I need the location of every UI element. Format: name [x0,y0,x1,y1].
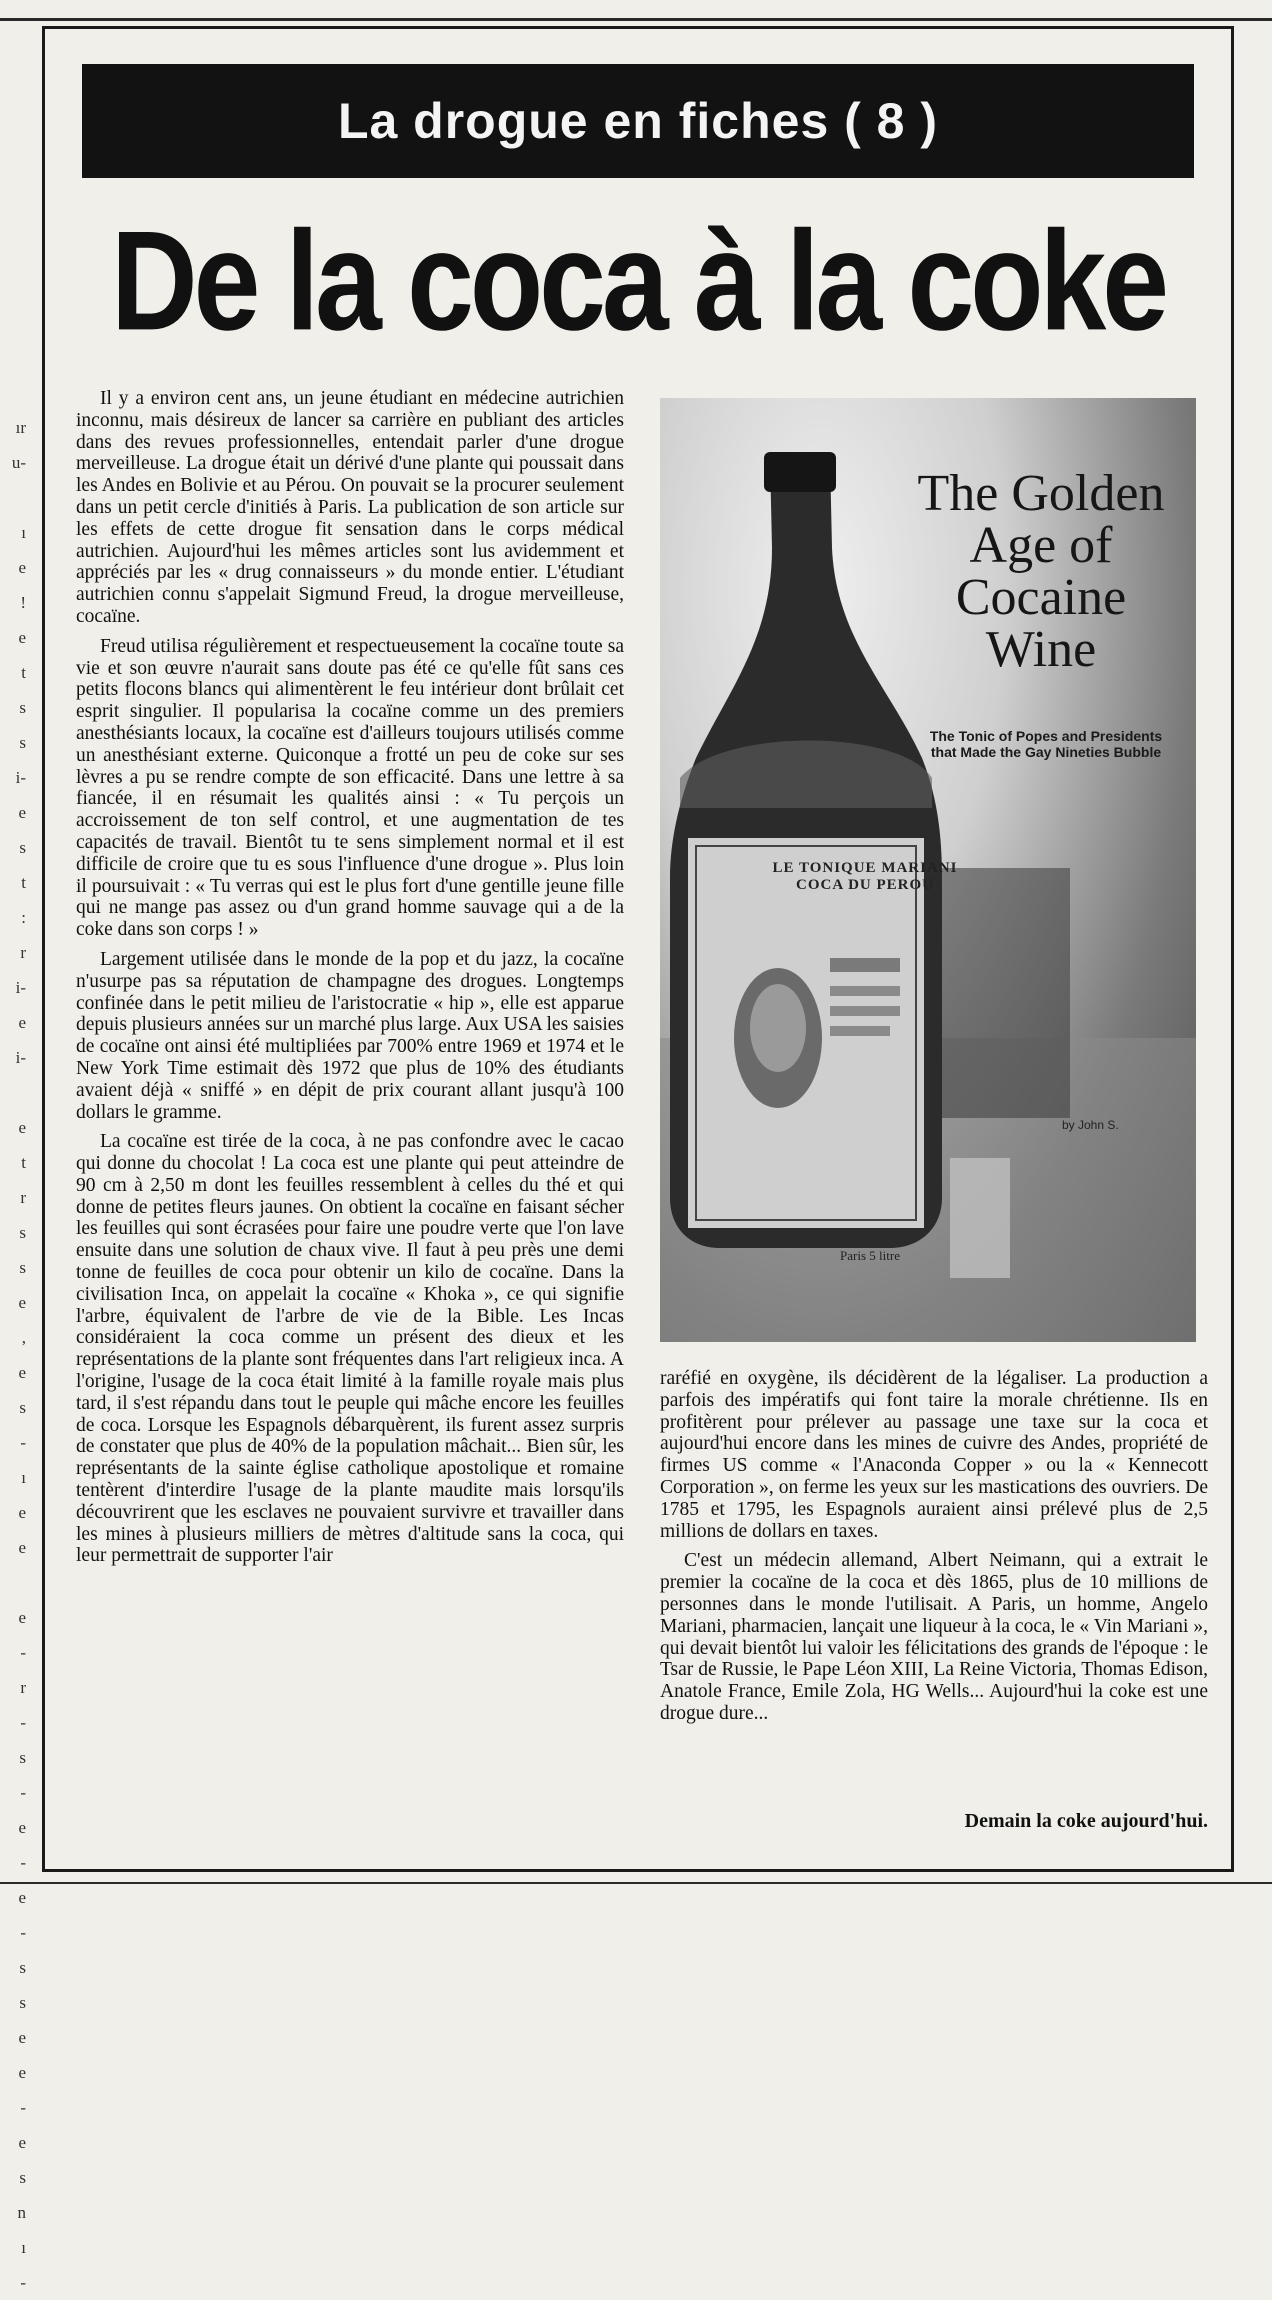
bottom-rule [0,1882,1272,1884]
article-body-right-column [660,1368,1208,1828]
margin-fragment: s [19,733,26,752]
book-cover-subtitle: The Tonic of Popes and Presidents that Made the Gay Nineties Bubble [929,728,1163,760]
margin-fragment: s [19,1748,26,1767]
margin-fragment: t [21,663,26,682]
body-paragraph: Largement utilisée dans le monde de la pop et du jazz, la cocaïne n'usurpe pas sa réputation de champagne des drogues. Longtemps confinée dans le petit milieu de l'aristocratie « hip », elle est apparue depuis plusieurs années sur un marché plus large. Aux USA les saisies de cocaïne ont ainsi été multipliées par 700% entre 1969 et 1974 et le New York Time estimait dès 1972 que plus de 10% des étudiants avaient déjà « sniffé » en dépit de prix courant allant jusqu'à 100 dollars le gramme. [76,948,624,1123]
bottle-label-text: LE TONIQUE MARIANI COCA DU PEROU [772,860,958,893]
margin-fragment: s [19,1958,26,1977]
margin-fragment: e [18,628,26,647]
margin-fragment: ı [21,523,26,542]
margin-fragment: - [20,2098,26,2117]
margin-fragment: - [20,1713,26,1732]
margin-fragment: ! [20,593,26,612]
body-paragraph: raréfié en oxygène, ils décidèrent de la légaliser. La production a parfois des impératifs qui font taire la morale chrétienne. Ils en profitèrent pour prélever au passage une taxe sur la coca et aujourd'hui encore dans les mines de cuivre des Andes, propriété de firmes US comme « l'Anaconda Copper » ou la « Kennecott Corporation », on ferme les yeux sur les mastications des ouvriers. De 1785 et 1795, les Espagnols auraient ainsi prélevé plus de 2,5 millions de dollars en taxes. [660,1368,1208,1542]
body-paragraph: La cocaïne est tirée de la coca, à ne pas confondre avec le cacao qui donne du chocolat ! La coca est une plante qui peut atteindre de 90 cm à 2,50 m dont les feuilles ressemblent à celles du thé et qui donne de petites fleurs jaunes. On obtient la cocaïne en faisant sécher les feuilles qui sont écrasées pour faire une poudre verte que l'on lave ensuite dans une solution de chaux vive. Il faut à peu près une demi tonne de feuilles de coca pour obtenir un kilo de cocaïne. Dans la civilisation Inca, on appelait la cocaïne « Khoka », ce qui signifie l'arbre, équivalent de l'arbre de vie de la Bible. Les Incas considéraient la coca comme un présent des dieux et les représentations de la plante sont fréquentes dans l'art religieux inca. A l'origine, l'usage de la coca était limité à la famille royale mais plus tard, il s'est répandu dans tout le peuple qui mâche encore les feuilles de coca. Lorsque les Espagnols débarquèrent, ils furent assez surpris de constater que plus de 40% de la population mâchait... Bien sûr, les représentants de la sainte église catholique apostolique et romaine tentèrent d'interdire l'usage de la plante maudite mais lorsqu'ils découvrirent que les esclaves ne pouvaient survivre et travailler dans les mines à plusieurs milliers de mètres d'altitude sans la coca, qui leur permettrait de supporter l'air [76,1131,624,1567]
series-kicker: La drogue en fiches ( 8 ) [82,64,1194,178]
margin-fragment: e [18,1118,26,1137]
margin-fragment: t [21,873,26,892]
margin-fragment: - [20,1853,26,1872]
margin-fragment: e [18,1818,26,1837]
body-paragraph: Il y a environ cent ans, un jeune étudiant en médecine autrichien inconnu, mais désireux de lancer sa carrière en publiant des articles dans des revues professionnelles, entendait parler d'une drogue merveilleuse. La drogue était un dérivé d'une plante qui poussait dans les Andes en Bolivie et au Pérou. On pouvait se la procurer seulement dans un petit cercle d'initiés à Paris. La publication de son article sur les effets de cette drogue fit sensation dans le corps médical autrichien. Aujourd'hui les mêmes articles sont lus avidemment et appréciés par les « drug connaisseurs » du monde entier. L'étudiant autrichien connu s'appelait Sigmund Freud, la drogue merveilleuse, cocaïne. [76,388,624,627]
book-author: by John S. [1062,1118,1119,1132]
margin-fragment: - [20,1923,26,1942]
margin-fragment: - [20,1433,26,1452]
book-cover-title: The Golden Age of Cocaine Wine [917,465,1165,678]
margin-fragment: n [17,2203,26,2222]
margin-fragment: ı [21,1468,26,1487]
top-rule [0,18,1272,21]
margin-fragment: r [20,943,26,962]
margin-fragment: r [20,1188,26,1207]
margin-fragment: e [18,1538,26,1557]
margin-fragment: e [18,1363,26,1382]
margin-fragment: e [18,1503,26,1522]
margin-fragment: i- [15,1048,26,1067]
margin-fragment: s [19,1398,26,1417]
margin-fragment: - [20,1783,26,1802]
margin-fragment [0,1075,30,1110]
margin-fragment: e [18,2028,26,2047]
margin-fragment: e [18,1293,26,1312]
margin-fragment: - [20,1643,26,1662]
body-paragraph: Freud utilisa régulièrement et respectueusement la cocaïne toute sa vie et son œuvre n'aurait sans doute pas été ce qu'elle fût sans ces petits flocons blancs qui alimentèrent le feu intérieur dont brûlait cet esprit singulier. Il popularisa la cocaïne comme un des premiers anesthésiants locaux, la cocaïne est d'ailleurs toujours utilisés comme un anesthésiant externe. Quiconque a frotté un peu de coke sur ses lèvres a pu se rendre compte de son efficacité. Dans une lettre à sa fiancée, il en résumait les qualités ainsi : « Tu perçois un accroissement de ton self control, et une augmentation de tes capacités de travail. Bientôt tu te sens simplement normal et il est difficile de croire que tu es sous l'influence d'une drogue ». Plus loin il poursuivait : « Tu verras qui est le plus fort d'une gentille jeune fille qui ne mange pas assez ou d'un grand homme sauvage qui a de la coke dans son corps ! » [76,635,624,941]
margin-fragment: e [18,2063,26,2082]
margin-fragment: - [20,2273,26,2292]
margin-fragment: s [19,1258,26,1277]
margin-fragment: t [21,1153,26,1172]
margin-fragment [0,480,30,515]
margin-fragment: ır [15,418,26,437]
margin-fragment: i- [15,978,26,997]
margin-fragment: s [19,698,26,717]
bottle-label-footer: Paris 5 litre [840,1248,900,1263]
cocaine-wine-book-photo [660,398,1196,1342]
margin-fragment: s [19,2168,26,2187]
body-paragraph: C'est un médecin allemand, Albert Neimann, qui a extrait le premier la cocaïne de la coca et dès 1865, plus de 10 millions de personnes dans le monde l'utilisait. A Paris, un homme, Angelo Mariani, pharmacien, lançait une liqueur à la coca, le « Vin Mariani », qui devait bientôt lui valoir les félicitations des grands de l'époque : le Tsar de Russie, le Pape Léon XIII, La Reine Victoria, Thomas Edison, Anatole France, Emile Zola, HG Wells... Aujourd'hui la coke est une drogue dure... [660,1550,1208,1724]
margin-fragment: : [21,908,26,927]
margin-fragment: e [18,803,26,822]
margin-fragment: ı [21,2238,26,2257]
margin-fragment [0,1565,30,1600]
article-headline: De la coca à la coke [110,201,1166,361]
margin-fragment: s [19,838,26,857]
margin-fragment: e [18,558,26,577]
article-body-left-column [76,388,624,1848]
margin-fragment: e [18,1888,26,1907]
margin-fragment: u- [11,453,26,472]
margin-fragment: r [20,1678,26,1697]
margin-fragment: , [21,1328,26,1347]
margin-fragment: s [19,1223,26,1242]
margin-fragment: s [19,1993,26,2012]
margin-fragment: i- [15,768,26,787]
next-installment-note: Demain la coke aujourd'hui. [964,1810,1208,1832]
margin-fragment: e [18,1013,26,1032]
adjacent-column-fragments [0,0,30,2292]
margin-fragment: e [18,2133,26,2152]
margin-fragment: e [18,1608,26,1627]
